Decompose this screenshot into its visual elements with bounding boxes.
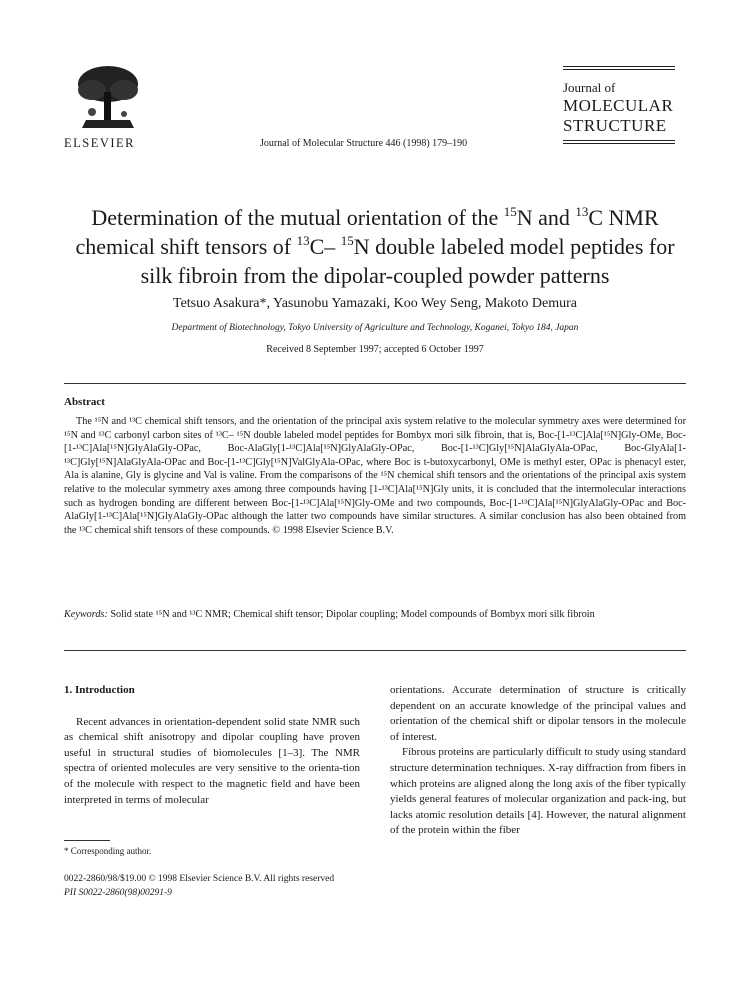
keywords-text: Solid state ¹⁵N and ¹³C NMR; Chemical shift tensor; Dipolar coupling; Model compounds of Bombyx mori silk fibroin: [110, 609, 595, 620]
journal-citation: Journal of Molecular Structure 446 (1998) 179–190: [260, 138, 468, 149]
received-dates: Received 8 September 1997; accepted 6 October 1997: [266, 344, 484, 355]
keywords-label: Keywords:: [64, 609, 108, 620]
abstract-text: The ¹⁵N and ¹³C chemical shift tensors, and the orientation of the principal axis system relative to the molecular symmetry axes were determined for ¹⁵N and ¹³C carbonyl carbon sites of ¹³C– ¹⁵N double labeled model peptides for Bombyx mori silk fibroin, that is, Boc-[1-¹³C]Ala[¹⁵N]Gly-OMe, Boc-[1-¹³C]Ala[¹⁵N]GlyAlaGly-OPac, Boc-AlaGly[1-¹³C]Ala[¹⁵N]GlyAlaGly-OPac, Boc-[1-¹³C]Gly[¹⁵N]AlaGlyAla-OPac, Boc-GlyAla[1-¹³C]Gly[¹⁵N]AlaGlyAla-OPac and Boc-[1-¹³C]Gly[¹⁵N]ValGlyAla-OPac, where Boc is t-butoxycarbonyl, OMe is methyl ester, OPac is phenacyl ester, Ala is alanine, Gly is glycine and Val is valine. From the comparisons of the ¹⁵N chemical shift tensors and the orientations of the principal axis system relative to the molecular symmetry axes among three compounds having [1-¹³C]Ala[¹⁵N]Gly units, it is concluded that the intermolecular interactions such as hydrogen bonding are different between Boc-[1-¹³C]Ala[¹⁵N]Gly-OMe and two compounds, Boc-[1-¹³C]Ala[¹⁵N]GlyAlaGly-OPac and Boc-AlaGly[1-¹³C]Ala[¹⁵N]GlyAlaGly-OPac although the latter two compounds have similar structures. A similar conclusion has also been obtained from the ¹³C chemical shift tensors of these compounds. © 1998 Elsevier Science B.V.: [64, 416, 686, 536]
author-list: Tetsuo Asakura*, Yasunobu Yamazaki, Koo Wey Seng, Makoto Demura: [173, 296, 577, 311]
divider-bottom: [64, 650, 686, 651]
elsevier-tree-logo: [72, 62, 144, 130]
intro-paragraph-continued: orientations. Accurate determination of structure is critically dependent on an accurate knowledge of the principal values and orientation of the chemical shift or dipolar tensors in the molecule of interest.: [390, 684, 686, 743]
intro-paragraph-1: Recent advances in orientation-dependent solid state NMR such as chemical shift anisotropy and dipolar coupling have proven useful in structural studies of biomolecules [1–3]. The NMR spectra of oriented molecules are very sensitive to the orienta-tion of the molecule with respect to the magnetic field and have been interpreted in terms of molecular: [64, 715, 360, 806]
affiliation: Department of Biotechnology, Tokyo University of Agriculture and Technology, Koganei, Tokyo 184, Japan: [171, 323, 579, 333]
publisher-name: ELSEVIER: [64, 136, 136, 150]
article-title: Determination of the mutual orientation of the $^{15}$N and $^{13}$C NMR chemical shift tensors of $^{13}$C– $^{15}$N double labeled model peptides for silk fibroin from the dipolar-coupled powder patterns: [75, 204, 675, 288]
keywords: [64, 608, 686, 622]
copyright-block: [64, 872, 334, 900]
journal-of-label: Journal of: [563, 80, 616, 95]
journal-name-line1: MOLECULAR: [563, 96, 674, 115]
section-heading: 1. Introduction: [64, 684, 135, 696]
right-column: [390, 683, 686, 839]
abstract-body: [64, 415, 686, 537]
corresponding-author-footnote: * Corresponding author.: [64, 846, 152, 856]
abstract-heading: Abstract: [64, 396, 105, 408]
pii-line: PII S0022-2860(98)00291-9: [64, 888, 172, 898]
copyright-line: 0022-2860/98/$19.00 © 1998 Elsevier Science B.V. All rights reserved: [64, 874, 335, 884]
divider-top: [64, 383, 686, 384]
journal-name-line2: STRUCTURE: [563, 116, 667, 135]
journal-masthead: [563, 66, 675, 136]
footnote-rule: [64, 840, 110, 841]
intro-paragraph-2: Fibrous proteins are particularly difficult to study using standard structure determination techniques. X-ray diffraction from fibers in which proteins are aligned along the long axis of the fiber typically yields general features of molecular organization and pack-ing, but lacks atomic resolution details [4]. However, the natural alignment of the protein within the fiber: [390, 746, 686, 837]
masthead-bottom-rules: [563, 140, 675, 146]
left-column: [64, 683, 360, 808]
